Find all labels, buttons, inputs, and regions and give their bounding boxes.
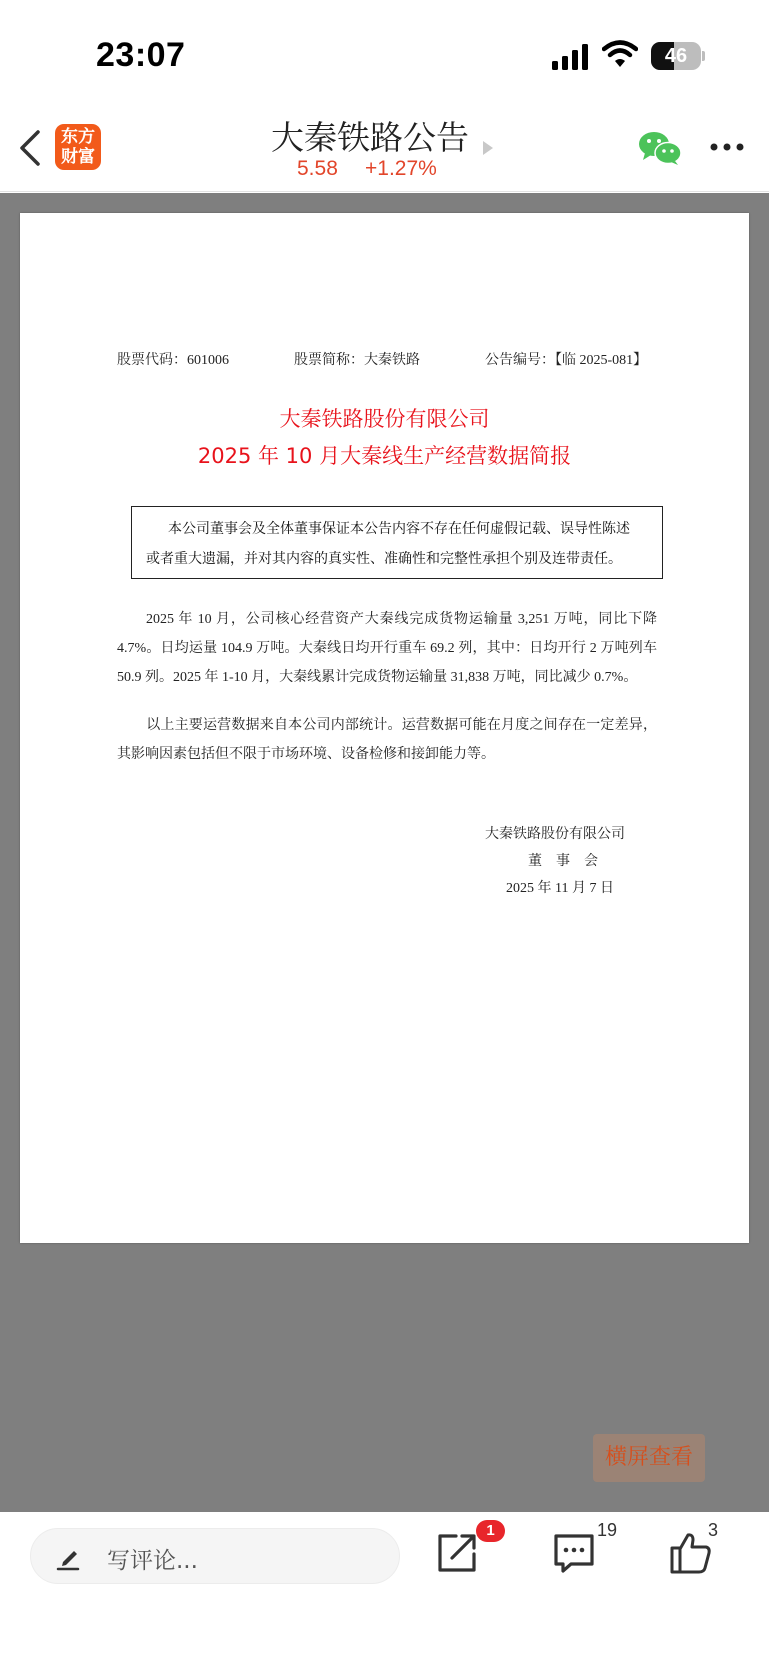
comment-count: 19 (597, 1520, 618, 1540)
document-page (20, 213, 749, 1243)
statement-line-1: 本公司董事会及全体董事保证本公告内容不存在任何虚假记载、误导性陈述 (168, 521, 630, 537)
wechat-share-icon[interactable] (638, 130, 682, 166)
body-paragraph-2 (117, 711, 657, 769)
status-bar (0, 0, 769, 110)
app-header (0, 110, 769, 192)
wifi-icon (602, 40, 638, 68)
paragraph-1-text: 2025 年 10 月，公司核心经营资产大秦线完成货物运输量 3,251 万吨，同比下降 4.7%。日均运量 104.9 万吨。大秦线日均开行重车 69.2 列，其中：日均开行 2 万吨列车 50.9 列。2025 年 1-10 月，大秦线累计完成货物运输量 31,838 万吨，同比减少 0.7%。 (117, 612, 657, 685)
body-paragraph-1 (117, 605, 657, 692)
page-title: 大秦铁路公告 (271, 119, 469, 156)
share-badge: 1 (476, 1520, 505, 1542)
battery-icon (651, 42, 705, 70)
play-triangle-icon[interactable] (482, 140, 494, 156)
paragraph-2-text: 以上主要运营数据来自本公司内部统计。运营数据可能在月度之间存在一定差异，其影响因素包括但不限于市场环境、设备检修和接卸能力等。 (117, 718, 657, 762)
cellular-signal-icon (552, 44, 590, 70)
signature-board: 董 事 会 (528, 854, 598, 869)
like-count: 3 (708, 1520, 719, 1540)
status-time: 23:07 (96, 36, 186, 74)
more-options-icon[interactable] (710, 142, 744, 152)
signature-company: 大秦铁路股份有限公司 (485, 827, 625, 842)
stock-code: 股票代码：601006 (117, 353, 229, 368)
price-change: +1.27% (365, 157, 437, 180)
stock-price: 5.58 (297, 157, 338, 180)
doc-report-title: 2025 年 10 月大秦线生产经营数据简报 (197, 444, 572, 468)
statement-line-2: 或者重大遗漏，并对其内容的真实性、准确性和完整性承担个别及连带责任。 (146, 551, 622, 567)
landscape-view-button[interactable]: 横屏查看 (593, 1434, 705, 1482)
doc-company-title: 大秦铁路股份有限公司 (279, 407, 490, 431)
bottom-action-bar (0, 1512, 769, 1665)
comment-input[interactable] (30, 1528, 400, 1584)
share-icon[interactable] (434, 1530, 480, 1576)
logo-line-1: 东方 (61, 127, 95, 146)
eastmoney-logo (55, 124, 101, 170)
board-statement-box (131, 506, 663, 579)
battery-percent: 46 (664, 45, 688, 67)
pen-icon (55, 1543, 81, 1571)
back-arrow-icon[interactable] (16, 128, 44, 168)
signature-date: 2025 年 11 月 7 日 (506, 881, 614, 896)
notice-number: 公告编号：【临 2025-081】 (485, 353, 648, 368)
document-viewer[interactable] (0, 193, 769, 1512)
comment-placeholder: 写评论... (107, 1548, 198, 1574)
logo-line-2: 财富 (61, 147, 95, 166)
comment-icon[interactable] (551, 1530, 597, 1576)
stock-short-name: 股票简称：大秦铁路 (294, 353, 420, 368)
